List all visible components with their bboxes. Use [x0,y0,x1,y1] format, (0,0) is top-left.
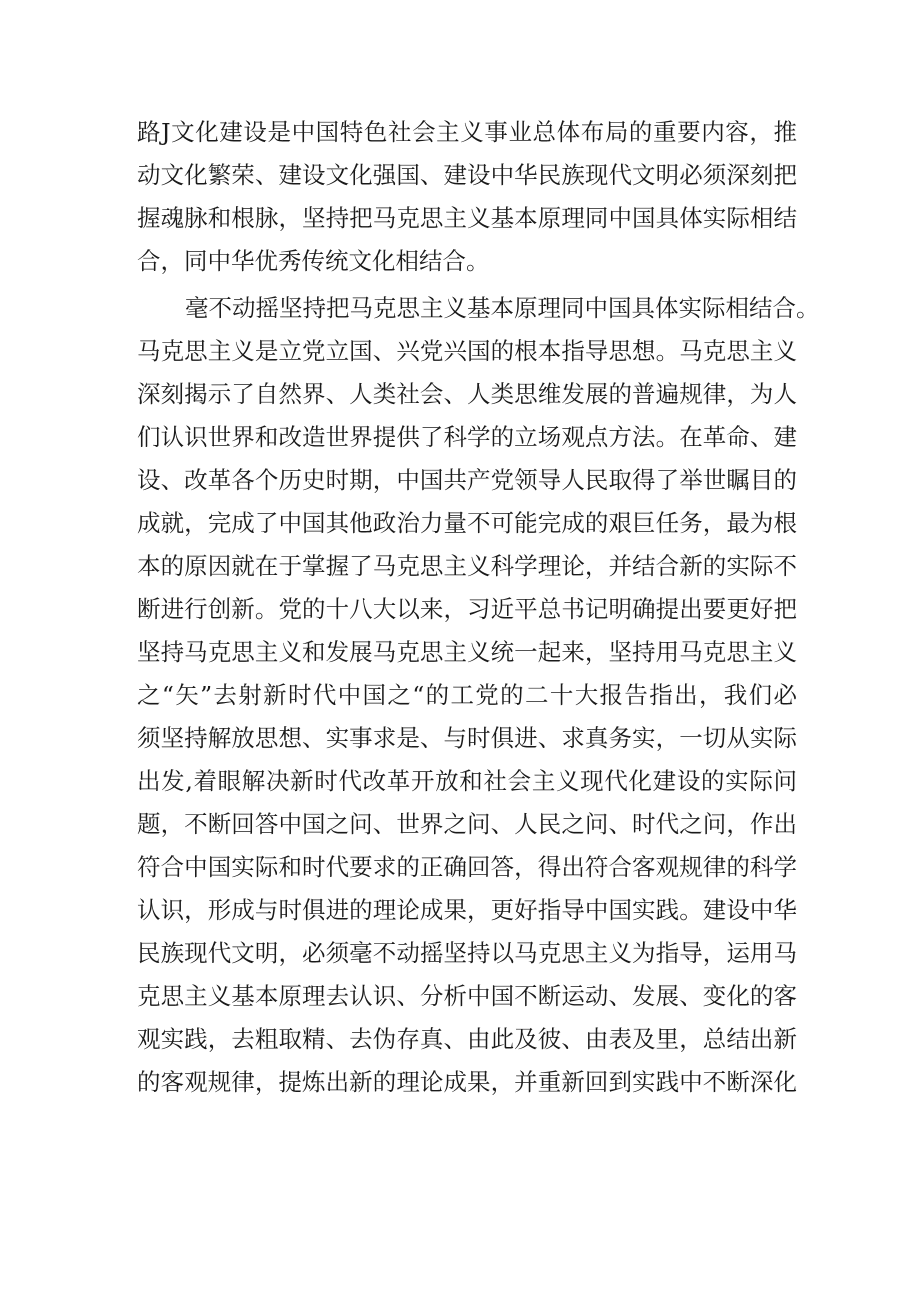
paragraph-2-line: 坚持马克思主义和发展马克思主义统一起来，坚持用马克思主义 [137,638,797,666]
paragraph-2-line: 之“矢”去射新时代中国之“的工党的二十大报告指出，我们必 [137,681,797,709]
paragraph-2-line: 毫不动摇坚持把马克思主义基本原理同中国具体实际相结合。 [185,294,820,322]
paragraph-2-line: 成就，完成了中国其他政治力量不可能完成的艰巨任务，最为根 [137,509,797,537]
paragraph-1-line: 合，同中华优秀传统文化相结合。 [137,247,490,275]
paragraph-2-line: 马克思主义是立党立国、兴党兴国的根本指导思想。马克思主义 [137,337,797,365]
paragraph-2-line: 断进行创新。党的十八大以来，习近平总书记明确提出要更好把 [137,595,797,623]
paragraph-2-line: 设、改革各个历史时期，中国共产党领导人民取得了举世瞩目的 [137,466,797,494]
paragraph-2-line: 深刻揭示了自然界、人类社会、人类思维发展的普遍规律，为人 [137,380,797,408]
paragraph-2-line: 出发,着眼解决新时代改革开放和社会主义现代化建设的实际问 [137,767,797,795]
paragraph-1-line: 握魂脉和根脉，坚持把马克思主义基本原理同中国具体实际相结 [137,204,797,232]
paragraph-2-line: 克思主义基本原理去认识、分析中国不断运动、发展、变化的客 [137,982,797,1010]
paragraph-2-line: 观实践，去粗取精、去伪存真、由此及彼、由表及里，总结出新 [137,1025,797,1053]
paragraph-2-line: 题，不断回答中国之问、世界之问、人民之问、时代之问，作出 [137,810,797,838]
paragraph-2-line: 民族现代文明，必须毫不动摇坚持以马克思主义为指导，运用马 [137,939,797,967]
paragraph-2-line: 认识，形成与时俱进的理论成果，更好指导中国实践。建设中华 [137,896,797,924]
paragraph-1-line: 路J文化建设是中国特色社会主义事业总体布局的重要内容，推 [137,118,797,146]
paragraph-2-line: 们认识世界和改造世界提供了科学的立场观点方法。在革命、建 [137,423,797,451]
paragraph-2-line: 本的原因就在于掌握了马克思主义科学理论，并结合新的实际不 [137,552,797,580]
paragraph-1-line: 动文化繁荣、建设文化强国、建设中华民族现代文明必须深刻把 [137,161,797,189]
paragraph-2-line: 符合中国实际和时代要求的正确回答，得出符合客观规律的科学 [137,853,797,881]
paragraph-2-line: 须坚持解放思想、实事求是、与时俱进、求真务实，一切从实际 [137,724,797,752]
paragraph-2-line: 的客观规律，提炼出新的理论成果，并重新回到实践中不断深化 [137,1068,797,1096]
